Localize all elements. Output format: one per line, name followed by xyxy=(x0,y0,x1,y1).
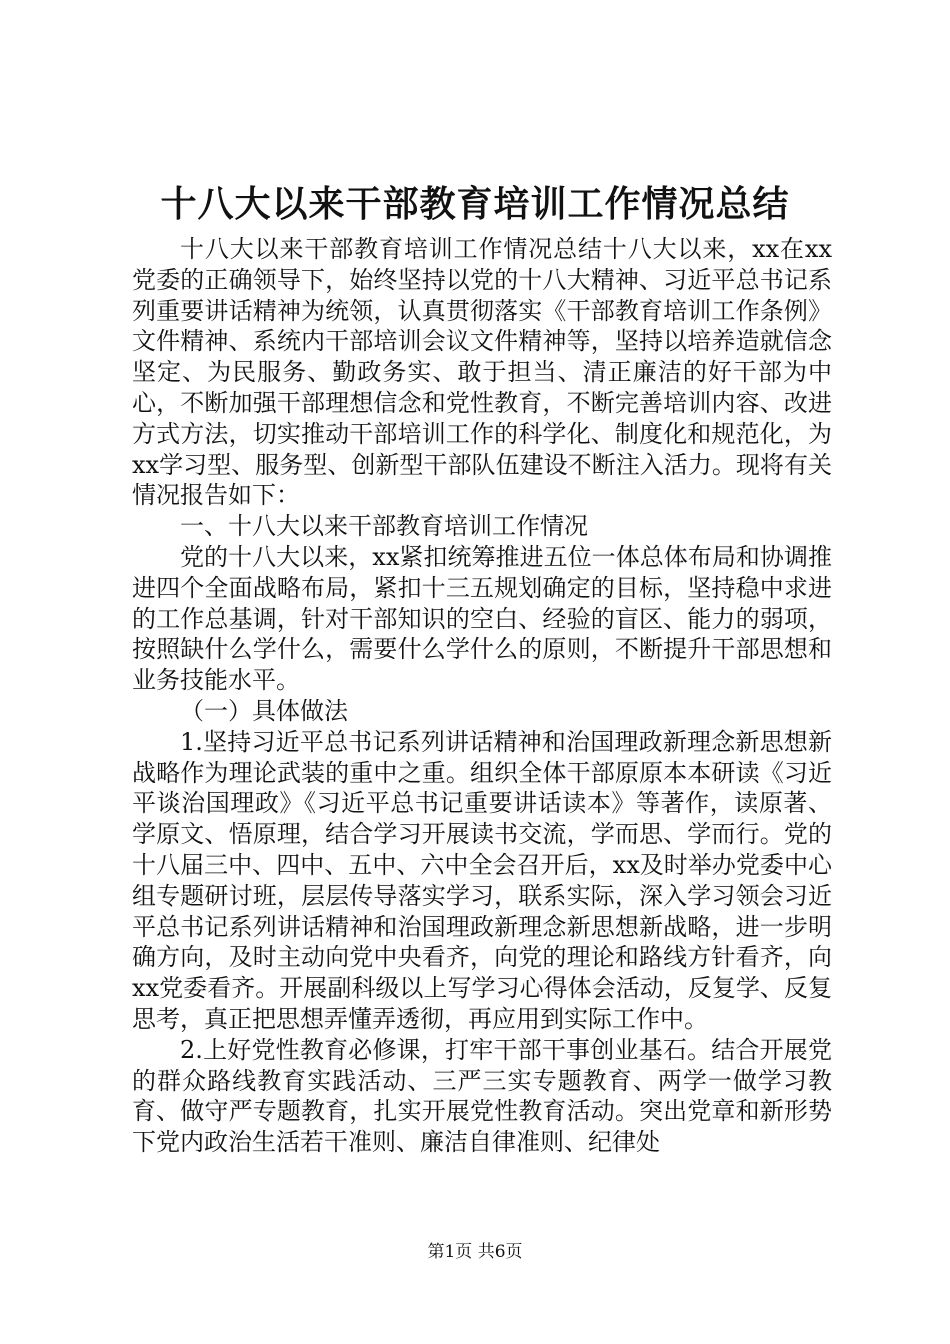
page-footer: 第1页 共6页 xyxy=(427,1242,523,1262)
subsection-heading-1: （一）具体做法 xyxy=(180,696,348,725)
paragraph-intro: 十八大以来干部教育培训工作情况总结十八大以来，xx在xx党委的正确领导下，始终坚持以党的十八大精神、习近平总书记系列重要讲话精神为统领，认真贯彻落实《干部教育培训工作条例》文件精神、系统内干部培训会议文件精神等，坚持以培养造就信念坚定、为民服务、勤政务实、敢于担当、清正廉洁的好干部为中心，不断加强干部理想信念和党性教育，不断完善培训内容、改进方式方法，切实推动干部培训工作的科学化、制度化和规范化，为xx学习型、服务型、创新型干部队伍建设不断注入活力。现将有关情况报告如下： xyxy=(132,235,832,510)
paragraph-section-1: 党的十八大以来，xx紧扣统筹推进五位一体总体布局和协调推进四个全面战略布局，紧扣十三五规划确定的目标，坚持稳中求进的工作总基调，针对干部知识的空白、经验的盲区、能力的弱项，按照缺什么学什么，需要什么学什么的原则，不断提升干部思想和业务技能水平。 xyxy=(132,542,832,695)
section-heading-1: 一、十八大以来干部教育培训工作情况 xyxy=(180,512,588,541)
paragraph-item-2: 2.上好党性教育必修课，打牢干部干事创业基石。结合开展党的群众路线教育实践活动、三严三实专题教育、两学一做学习教育、做守严专题教育，扎实开展党性教育活动。突出党章和新形势下党内政治生活若干准则、廉洁自律准则、纪律处 xyxy=(132,1035,832,1157)
document-body xyxy=(132,234,832,1158)
paragraph-item-1: 1.坚持习近平总书记系列讲话精神和治国理政新理念新思想新战略作为理论武装的重中之重。组织全体干部原原本本研读《习近平谈治国理政》《习近平总书记重要讲话读本》等著作，读原著、学原文、悟原理，结合学习开展读书交流，学而思、学而行。党的十八届三中、四中、五中、六中全会召开后，xx及时举办党委中心组专题研讨班，层层传导落实学习，联系实际，深入学习领会习近平总书记系列讲话精神和治国理政新理念新思想新战略，进一步明确方向，及时主动向党中央看齐，向党的理论和路线方针看齐，向xx党委看齐。开展副科级以上写学习心得体会活动，反复学、反复思考，真正把思想弄懂弄透彻，再应用到实际工作中。 xyxy=(132,727,832,1033)
document-title: 十八大以来干部教育培训工作情况总结 xyxy=(160,183,790,225)
